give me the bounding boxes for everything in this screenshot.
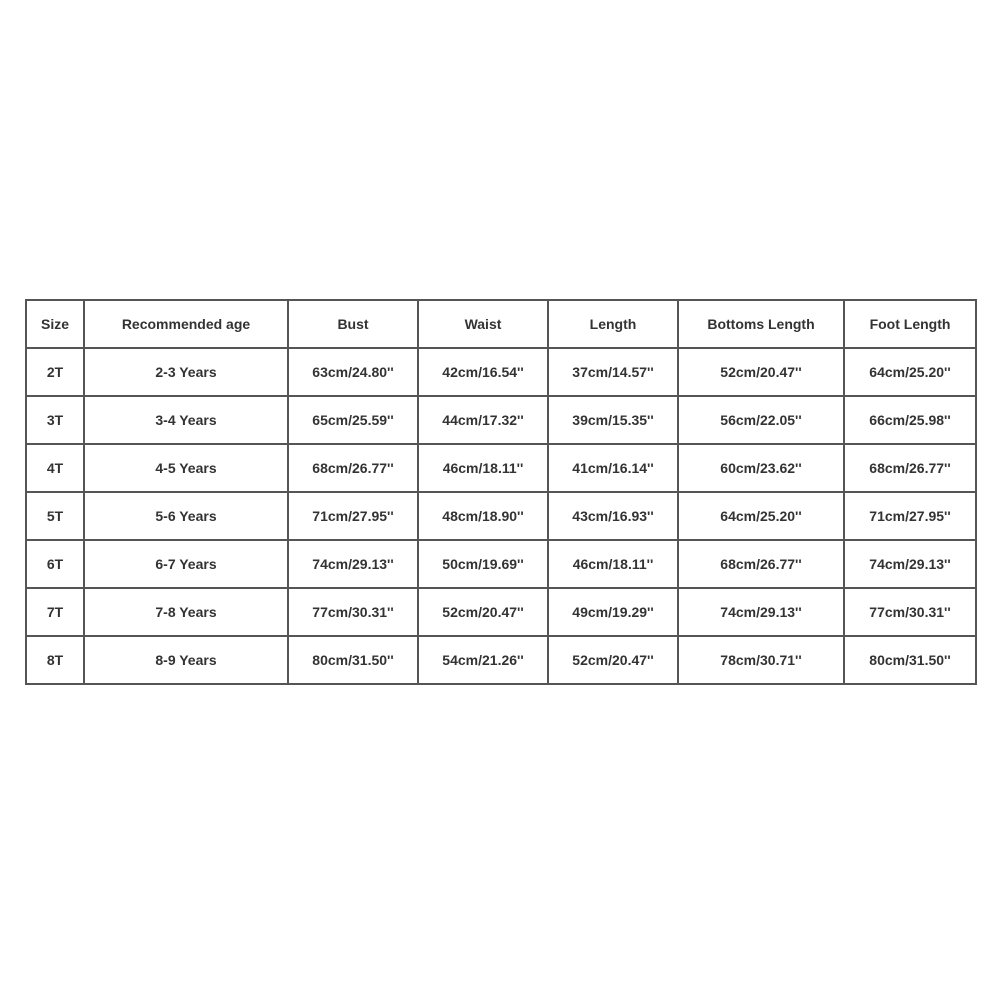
- table-cell: 68cm/26.77'': [678, 540, 844, 588]
- table-cell: 66cm/25.98'': [844, 396, 976, 444]
- table-cell: 44cm/17.32'': [418, 396, 548, 444]
- table-cell: 4-5 Years: [84, 444, 288, 492]
- table-cell: 46cm/18.11'': [548, 540, 678, 588]
- table-row: [26, 588, 976, 636]
- table-cell: 80cm/31.50'': [288, 636, 418, 684]
- table-cell: 8-9 Years: [84, 636, 288, 684]
- table-cell: 77cm/30.31'': [844, 588, 976, 636]
- table-cell: 7-8 Years: [84, 588, 288, 636]
- header-cell-bottoms-length: Bottoms Length: [678, 300, 844, 348]
- table-cell: 60cm/23.62'': [678, 444, 844, 492]
- table-cell: 7T: [26, 588, 84, 636]
- table-cell: 3-4 Years: [84, 396, 288, 444]
- header-row: [26, 300, 976, 348]
- table-row: [26, 636, 976, 684]
- header-cell-waist: Waist: [418, 300, 548, 348]
- header-cell-foot-length: Foot Length: [844, 300, 976, 348]
- table-cell: 56cm/22.05'': [678, 396, 844, 444]
- table-cell: 74cm/29.13'': [844, 540, 976, 588]
- table-cell: 46cm/18.11'': [418, 444, 548, 492]
- table-cell: 48cm/18.90'': [418, 492, 548, 540]
- table-cell: 37cm/14.57'': [548, 348, 678, 396]
- table-cell: 78cm/30.71'': [678, 636, 844, 684]
- table-cell: 6T: [26, 540, 84, 588]
- table-cell: 64cm/25.20'': [678, 492, 844, 540]
- header-cell-bust: Bust: [288, 300, 418, 348]
- table-cell: 65cm/25.59'': [288, 396, 418, 444]
- table-cell: 74cm/29.13'': [678, 588, 844, 636]
- table-row: [26, 444, 976, 492]
- table-cell: 43cm/16.93'': [548, 492, 678, 540]
- table-cell: 68cm/26.77'': [288, 444, 418, 492]
- table-cell: 52cm/20.47'': [548, 636, 678, 684]
- table-cell: 68cm/26.77'': [844, 444, 976, 492]
- table-cell: 3T: [26, 396, 84, 444]
- table-cell: 42cm/16.54'': [418, 348, 548, 396]
- table-cell: 52cm/20.47'': [418, 588, 548, 636]
- table-cell: 39cm/15.35'': [548, 396, 678, 444]
- table-row: [26, 348, 976, 396]
- table-row: [26, 540, 976, 588]
- table-cell: 5-6 Years: [84, 492, 288, 540]
- table-cell: 6-7 Years: [84, 540, 288, 588]
- table-cell: 74cm/29.13'': [288, 540, 418, 588]
- table-cell: 71cm/27.95'': [844, 492, 976, 540]
- table-cell: 49cm/19.29'': [548, 588, 678, 636]
- table-row: [26, 492, 976, 540]
- table-cell: 54cm/21.26'': [418, 636, 548, 684]
- table-cell: 4T: [26, 444, 84, 492]
- header-cell-size: Size: [26, 300, 84, 348]
- table-cell: 8T: [26, 636, 84, 684]
- table-cell: 80cm/31.50'': [844, 636, 976, 684]
- table-cell: 64cm/25.20'': [844, 348, 976, 396]
- table-cell: 71cm/27.95'': [288, 492, 418, 540]
- table-cell: 2-3 Years: [84, 348, 288, 396]
- table-cell: 77cm/30.31'': [288, 588, 418, 636]
- table-row: [26, 396, 976, 444]
- header-cell-recommended-age: Recommended age: [84, 300, 288, 348]
- table-cell: 41cm/16.14'': [548, 444, 678, 492]
- header-cell-length: Length: [548, 300, 678, 348]
- table-cell: 63cm/24.80'': [288, 348, 418, 396]
- table-cell: 2T: [26, 348, 84, 396]
- table-cell: 5T: [26, 492, 84, 540]
- table-cell: 52cm/20.47'': [678, 348, 844, 396]
- size-chart-table: [25, 299, 977, 685]
- table-cell: 50cm/19.69'': [418, 540, 548, 588]
